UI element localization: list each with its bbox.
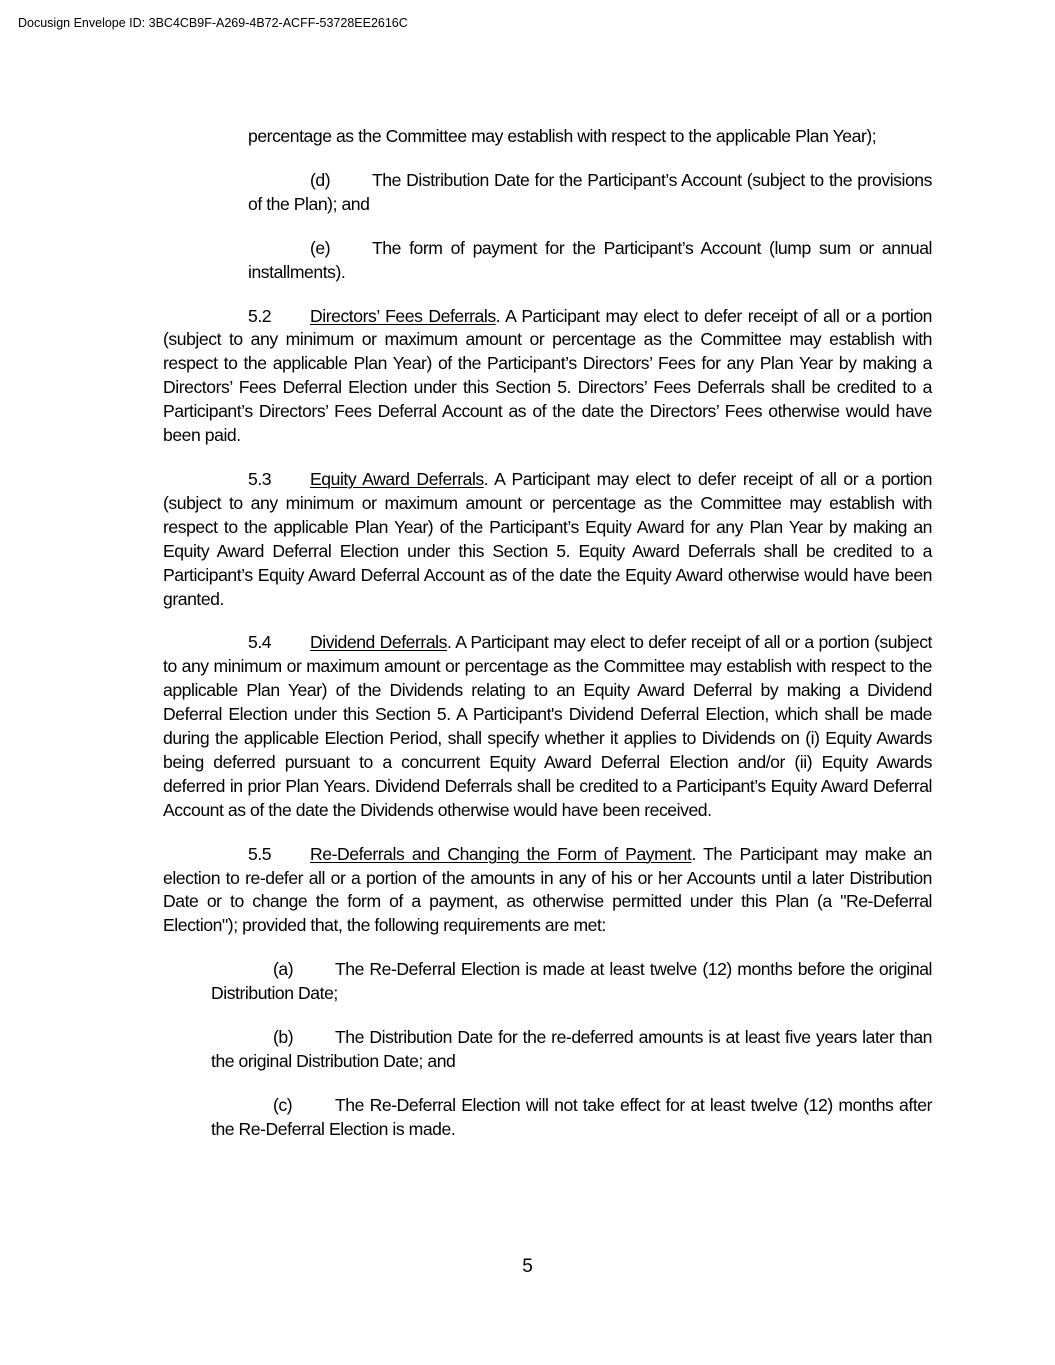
section-text-5-3: . A Participant may elect to defer receipt of all or a portion (subject to any minimum or maximum amount or percentage as the Committee may establish with respect to the applicable Plan Year) of the Participant’s Equity Award for any Plan Year by making an Equity Award Deferral Election under this Section 5. Equity Award Deferrals shall be credited to a Participant’s Equity Award Deferral Account as of the date the Equity Award otherwise would have been granted. — [163, 468, 932, 609]
paragraph-d — [248, 169, 932, 217]
section-text-5-5: . The Participant may make an election to re-defer all or a portion of the amounts in any of his or her Accounts until a later Distribution Date or to change the form of a payment, as otherwise permitted under this Plan (a "Re-Deferral Election"); provided that, the following requirements are met: — [163, 843, 932, 936]
section-text-5-2: . A Participant may elect to defer receipt of all or a portion (subject to any minimum or maximum amount or percentage as the Committee may establish with respect to the applicable Plan Year) of the Participant’s Directors’ Fees for any Plan Year by making a Directors’ Fees Deferral Election under this Section 5. Directors’ Fees Deferrals shall be credited to a Participant’s Directors’ Fees Deferral Account as of the date the Directors’ Fees otherwise would have been paid. — [163, 305, 933, 446]
section-text-5-4: . A Participant may elect to defer receipt of all or a portion (subject to any minimum or maximum amount or percentage as the Committee may establish with respect to the applicable Plan Year) of the Dividends relating to an Equity Award Deferral by making a Dividend Deferral Election under this Section 5. A Participant's Dividend Deferral Election, which shall be made during the applicable Election Period, shall specify whether it applies to Dividends on (i) Equity Awards being deferred pursuant to a concurrent Equity Award Deferral Election and/or (ii) Equity Awards deferred in prior Plan Years. Dividend Deferrals shall be credited to a Participant’s Equity Award Deferral Account as of the date the Dividends otherwise would have been received. — [163, 632, 932, 820]
item-number-d: (d) — [310, 169, 331, 190]
requirement-text-b: The Distribution Date for the re-deferred amounts is at least five years later than the original Distribution Date; and — [211, 1027, 932, 1071]
item-text-d: The Distribution Date for the Participant’s Account (subject to the provisions of the Plan); and — [248, 169, 932, 214]
requirement-c — [211, 1094, 932, 1142]
section-title-5-5: Re-Deferrals and Changing the Form of Payment — [310, 843, 692, 864]
section-5-4 — [163, 631, 932, 822]
section-5-3 — [163, 468, 932, 611]
section-number-5-5: 5.5 — [248, 843, 272, 864]
paragraph-e — [248, 237, 932, 285]
section-title-5-4: Dividend Deferrals — [310, 632, 447, 653]
item-text-e: The form of payment for the Participant’s Account (lump sum or annual installments). — [248, 237, 932, 282]
document-body — [163, 125, 932, 1142]
section-title-5-2: Directors’ Fees Deferrals — [310, 305, 496, 326]
section-5-5 — [163, 843, 932, 939]
paragraph-continuation: percentage as the Committee may establish with respect to the applicable Plan Year); — [248, 126, 877, 146]
requirement-number-b: (b) — [273, 1027, 294, 1048]
requirement-number-a: (a) — [273, 959, 294, 980]
docusign-envelope-id: Docusign Envelope ID: 3BC4CB9F-A269-4B72-ACFF-53728EE2616C — [18, 16, 408, 30]
section-number-5-2: 5.2 — [248, 305, 272, 326]
requirement-number-c: (c) — [273, 1094, 293, 1115]
section-title-5-3: Equity Award Deferrals — [310, 468, 484, 489]
section-5-2 — [163, 305, 932, 448]
requirement-b — [211, 1026, 932, 1074]
section-number-5-3: 5.3 — [248, 468, 272, 489]
page-number: 5 — [522, 1256, 533, 1277]
requirement-text-a: The Re-Deferral Election is made at least twelve (12) months before the original Distribution Date; — [211, 959, 932, 1004]
item-number-e: (e) — [310, 237, 331, 258]
requirement-a — [211, 958, 932, 1006]
requirement-text-c: The Re-Deferral Election will not take effect for at least twelve (12) months after the Re-Deferral Election is made. — [211, 1094, 932, 1139]
section-number-5-4: 5.4 — [248, 632, 272, 653]
